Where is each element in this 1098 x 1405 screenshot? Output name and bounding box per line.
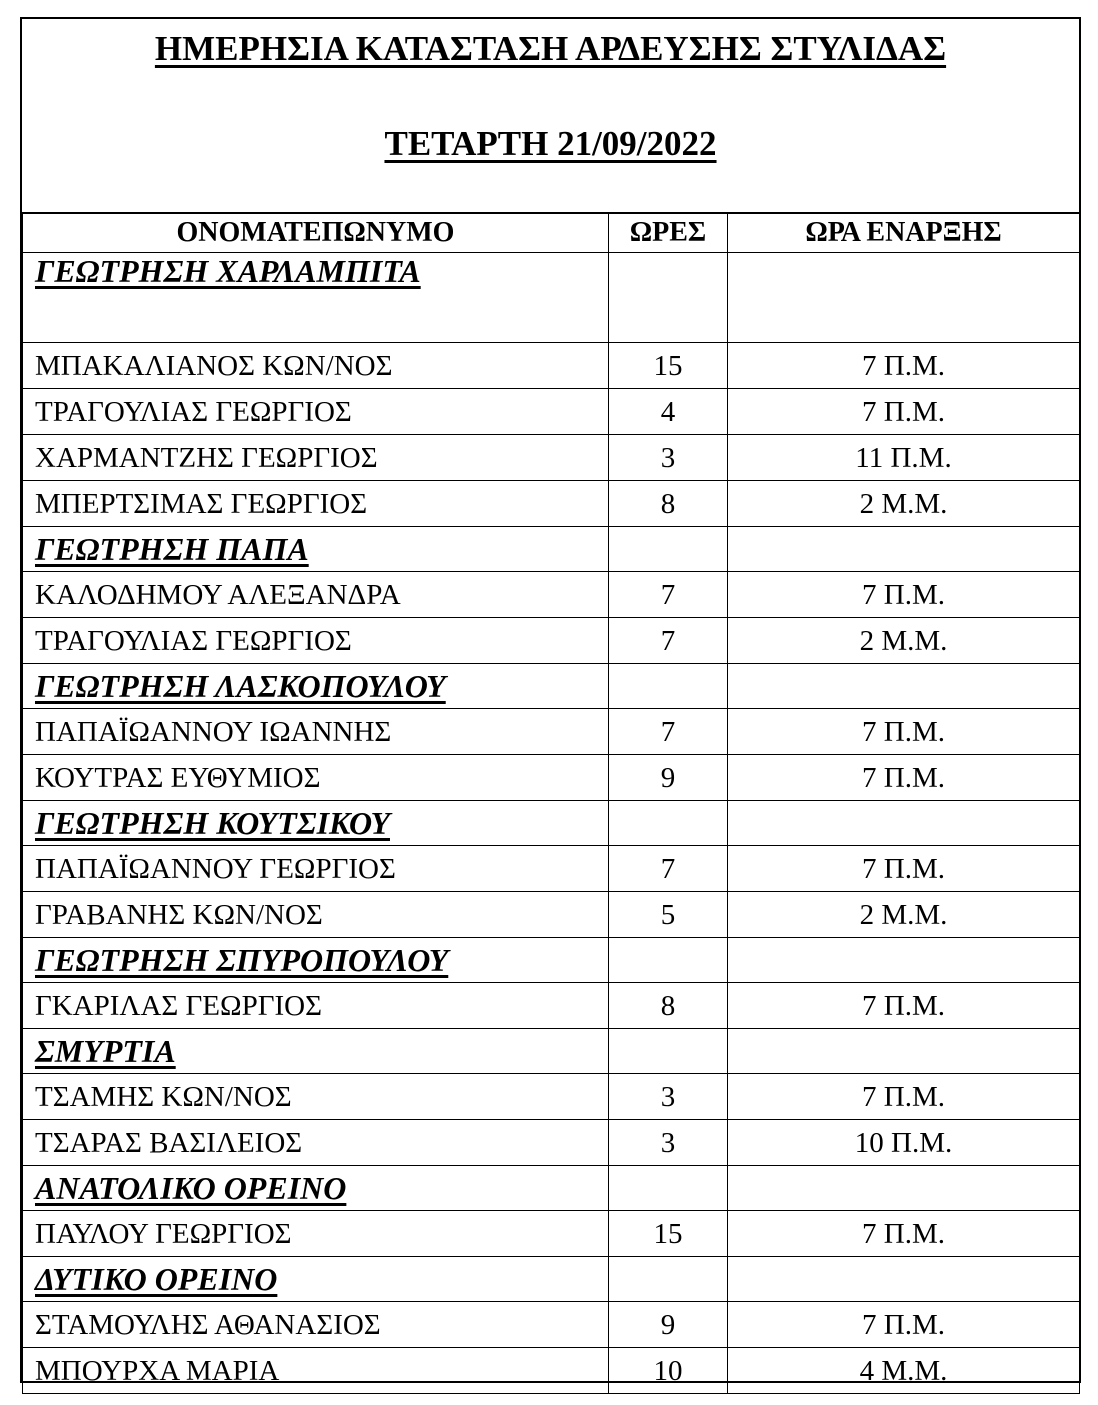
person-name: ΤΣΑΜΗΣ ΚΩΝ/ΝΟΣ xyxy=(23,1074,609,1120)
hours-cell: 3 xyxy=(609,1074,728,1120)
section-row xyxy=(23,1166,1080,1211)
person-name: ΚΑΛΟΔΗΜΟΥ ΑΛΕΞΑΝΔΡΑ xyxy=(23,572,609,618)
start-time-cell: 10 Π.Μ. xyxy=(728,1120,1080,1166)
document-title: ΗΜΕΡΗΣΙΑ ΚΑΤΑΣΤΑΣΗ ΑΡΔΕΥΣΗΣ ΣΤΥΛΙΔΑΣ xyxy=(154,29,947,68)
table-row xyxy=(23,755,1080,801)
hours-cell: 15 xyxy=(609,343,728,389)
section-start-empty xyxy=(728,1029,1080,1074)
section-hours-empty xyxy=(609,527,728,572)
start-time-cell: 7 Π.Μ. xyxy=(728,1074,1080,1120)
section-start-empty xyxy=(728,1166,1080,1211)
section-title xyxy=(23,253,609,343)
hours-cell: 9 xyxy=(609,755,728,801)
person-name: ΚΟΥΤΡΑΣ ΕΥΘΥΜΙΟΣ xyxy=(23,755,609,801)
table-body xyxy=(23,253,1080,1394)
table-row xyxy=(23,1302,1080,1348)
section-hours-empty xyxy=(609,1166,728,1211)
section-title xyxy=(23,1257,609,1302)
person-name: ΠΑΥΛΟΥ ΓΕΩΡΓΙΟΣ xyxy=(23,1211,609,1257)
header-hours: ΩΡΕΣ xyxy=(609,213,728,253)
hours-cell: 8 xyxy=(609,481,728,527)
table-row xyxy=(23,481,1080,527)
section-title-text: ΔΥΤΙΚΟ ΟΡΕΙΝΟ xyxy=(35,1261,278,1297)
table-row xyxy=(23,1074,1080,1120)
hours-cell: 4 xyxy=(609,389,728,435)
hours-cell: 5 xyxy=(609,892,728,938)
section-title xyxy=(23,664,609,709)
table-row xyxy=(23,572,1080,618)
section-title-text: ΓΕΩΤΡΗΣΗ ΛΑΣΚΟΠΟΥΛΟΥ xyxy=(35,668,446,704)
start-time-cell: 11 Π.Μ. xyxy=(728,435,1080,481)
title-box xyxy=(22,19,1079,214)
section-hours-empty xyxy=(609,1257,728,1302)
start-time-cell: 7 Π.Μ. xyxy=(728,709,1080,755)
section-start-empty xyxy=(728,1257,1080,1302)
start-time-cell: 2 Μ.Μ. xyxy=(728,618,1080,664)
table-row xyxy=(23,1348,1080,1394)
person-name: ΤΣΑΡΑΣ ΒΑΣΙΛΕΙΟΣ xyxy=(23,1120,609,1166)
section-title-text: ΑΝΑΤΟΛΙΚΟ ΟΡΕΙΝΟ xyxy=(35,1170,347,1206)
section-start-empty xyxy=(728,938,1080,983)
hours-cell: 9 xyxy=(609,1302,728,1348)
section-row xyxy=(23,527,1080,572)
start-time-cell: 2 Μ.Μ. xyxy=(728,481,1080,527)
section-row xyxy=(23,664,1080,709)
table-row xyxy=(23,618,1080,664)
section-title xyxy=(23,527,609,572)
section-row xyxy=(23,1029,1080,1074)
start-time-cell: 7 Π.Μ. xyxy=(728,1211,1080,1257)
table-row xyxy=(23,983,1080,1029)
table-header-row xyxy=(23,213,1080,253)
person-name: ΜΠΕΡΤΣΙΜΑΣ ΓΕΩΡΓΙΟΣ xyxy=(23,481,609,527)
header-start-time: ΩΡΑ ΕΝΑΡΞΗΣ xyxy=(728,213,1080,253)
section-title-text: ΓΕΩΤΡΗΣΗ ΧΑΡΛΑΜΠΙΤΑ xyxy=(35,253,421,289)
hours-cell: 7 xyxy=(609,618,728,664)
table-row xyxy=(23,846,1080,892)
irrigation-table xyxy=(22,212,1080,1394)
table-row xyxy=(23,709,1080,755)
document-date: ΤΕΤΑΡΤΗ 21/09/2022 xyxy=(384,124,717,163)
section-start-empty xyxy=(728,253,1080,343)
table-row xyxy=(23,1120,1080,1166)
table-row xyxy=(23,435,1080,481)
section-start-empty xyxy=(728,664,1080,709)
hours-cell: 15 xyxy=(609,1211,728,1257)
person-name: ΣΤΑΜΟΥΛΗΣ ΑΘΑΝΑΣΙΟΣ xyxy=(23,1302,609,1348)
section-hours-empty xyxy=(609,253,728,343)
start-time-cell: 2 Μ.Μ. xyxy=(728,892,1080,938)
section-hours-empty xyxy=(609,1029,728,1074)
hours-cell: 7 xyxy=(609,572,728,618)
hours-cell: 3 xyxy=(609,1120,728,1166)
section-title-text: ΓΕΩΤΡΗΣΗ ΣΠΥΡΟΠΟΥΛΟΥ xyxy=(35,942,449,978)
section-title xyxy=(23,801,609,846)
section-row xyxy=(23,253,1080,343)
section-title xyxy=(23,1029,609,1074)
section-title-text: ΓΕΩΤΡΗΣΗ ΠΑΠΑ xyxy=(35,531,309,567)
table-row xyxy=(23,1211,1080,1257)
start-time-cell: 4 Μ.Μ. xyxy=(728,1348,1080,1394)
person-name: ΠΑΠΑΪΩΑΝΝΟΥ ΙΩΑΝΝΗΣ xyxy=(23,709,609,755)
person-name: ΠΑΠΑΪΩΑΝΝΟΥ ΓΕΩΡΓΙΟΣ xyxy=(23,846,609,892)
person-name: ΓΡΑΒΑΝΗΣ ΚΩΝ/ΝΟΣ xyxy=(23,892,609,938)
section-row xyxy=(23,801,1080,846)
table-row xyxy=(23,343,1080,389)
person-name: ΜΠΑΚΑΛΙΑΝΟΣ ΚΩΝ/ΝΟΣ xyxy=(23,343,609,389)
person-name: ΓΚΑΡΙΛΑΣ ΓΕΩΡΓΙΟΣ xyxy=(23,983,609,1029)
hours-cell: 3 xyxy=(609,435,728,481)
hours-cell: 7 xyxy=(609,709,728,755)
start-time-cell: 7 Π.Μ. xyxy=(728,572,1080,618)
person-name: ΤΡΑΓΟΥΛΙΑΣ ΓΕΩΡΓΙΟΣ xyxy=(23,389,609,435)
person-name: ΧΑΡΜΑΝΤΖΗΣ ΓΕΩΡΓΙΟΣ xyxy=(23,435,609,481)
section-hours-empty xyxy=(609,801,728,846)
section-start-empty xyxy=(728,527,1080,572)
section-start-empty xyxy=(728,801,1080,846)
hours-cell: 7 xyxy=(609,846,728,892)
start-time-cell: 7 Π.Μ. xyxy=(728,1302,1080,1348)
start-time-cell: 7 Π.Μ. xyxy=(728,389,1080,435)
section-hours-empty xyxy=(609,938,728,983)
header-name: ΟΝΟΜΑΤΕΠΩΝΥΜΟ xyxy=(23,213,609,253)
person-name: ΤΡΑΓΟΥΛΙΑΣ ΓΕΩΡΓΙΟΣ xyxy=(23,618,609,664)
section-title xyxy=(23,938,609,983)
start-time-cell: 7 Π.Μ. xyxy=(728,343,1080,389)
start-time-cell: 7 Π.Μ. xyxy=(728,983,1080,1029)
document-sheet xyxy=(20,17,1081,1387)
table-row xyxy=(23,389,1080,435)
section-row xyxy=(23,1257,1080,1302)
section-title-text: ΓΕΩΤΡΗΣΗ ΚΟΥΤΣΙΚΟΥ xyxy=(35,805,390,841)
start-time-cell: 7 Π.Μ. xyxy=(728,846,1080,892)
section-row xyxy=(23,938,1080,983)
table-row xyxy=(23,892,1080,938)
hours-cell: 10 xyxy=(609,1348,728,1394)
start-time-cell: 7 Π.Μ. xyxy=(728,755,1080,801)
section-title xyxy=(23,1166,609,1211)
person-name: ΜΠΟΥΡΧΑ ΜΑΡΙΑ xyxy=(23,1348,609,1394)
hours-cell: 8 xyxy=(609,983,728,1029)
section-title-text: ΣΜΥΡΤΙΑ xyxy=(35,1033,176,1069)
section-hours-empty xyxy=(609,664,728,709)
